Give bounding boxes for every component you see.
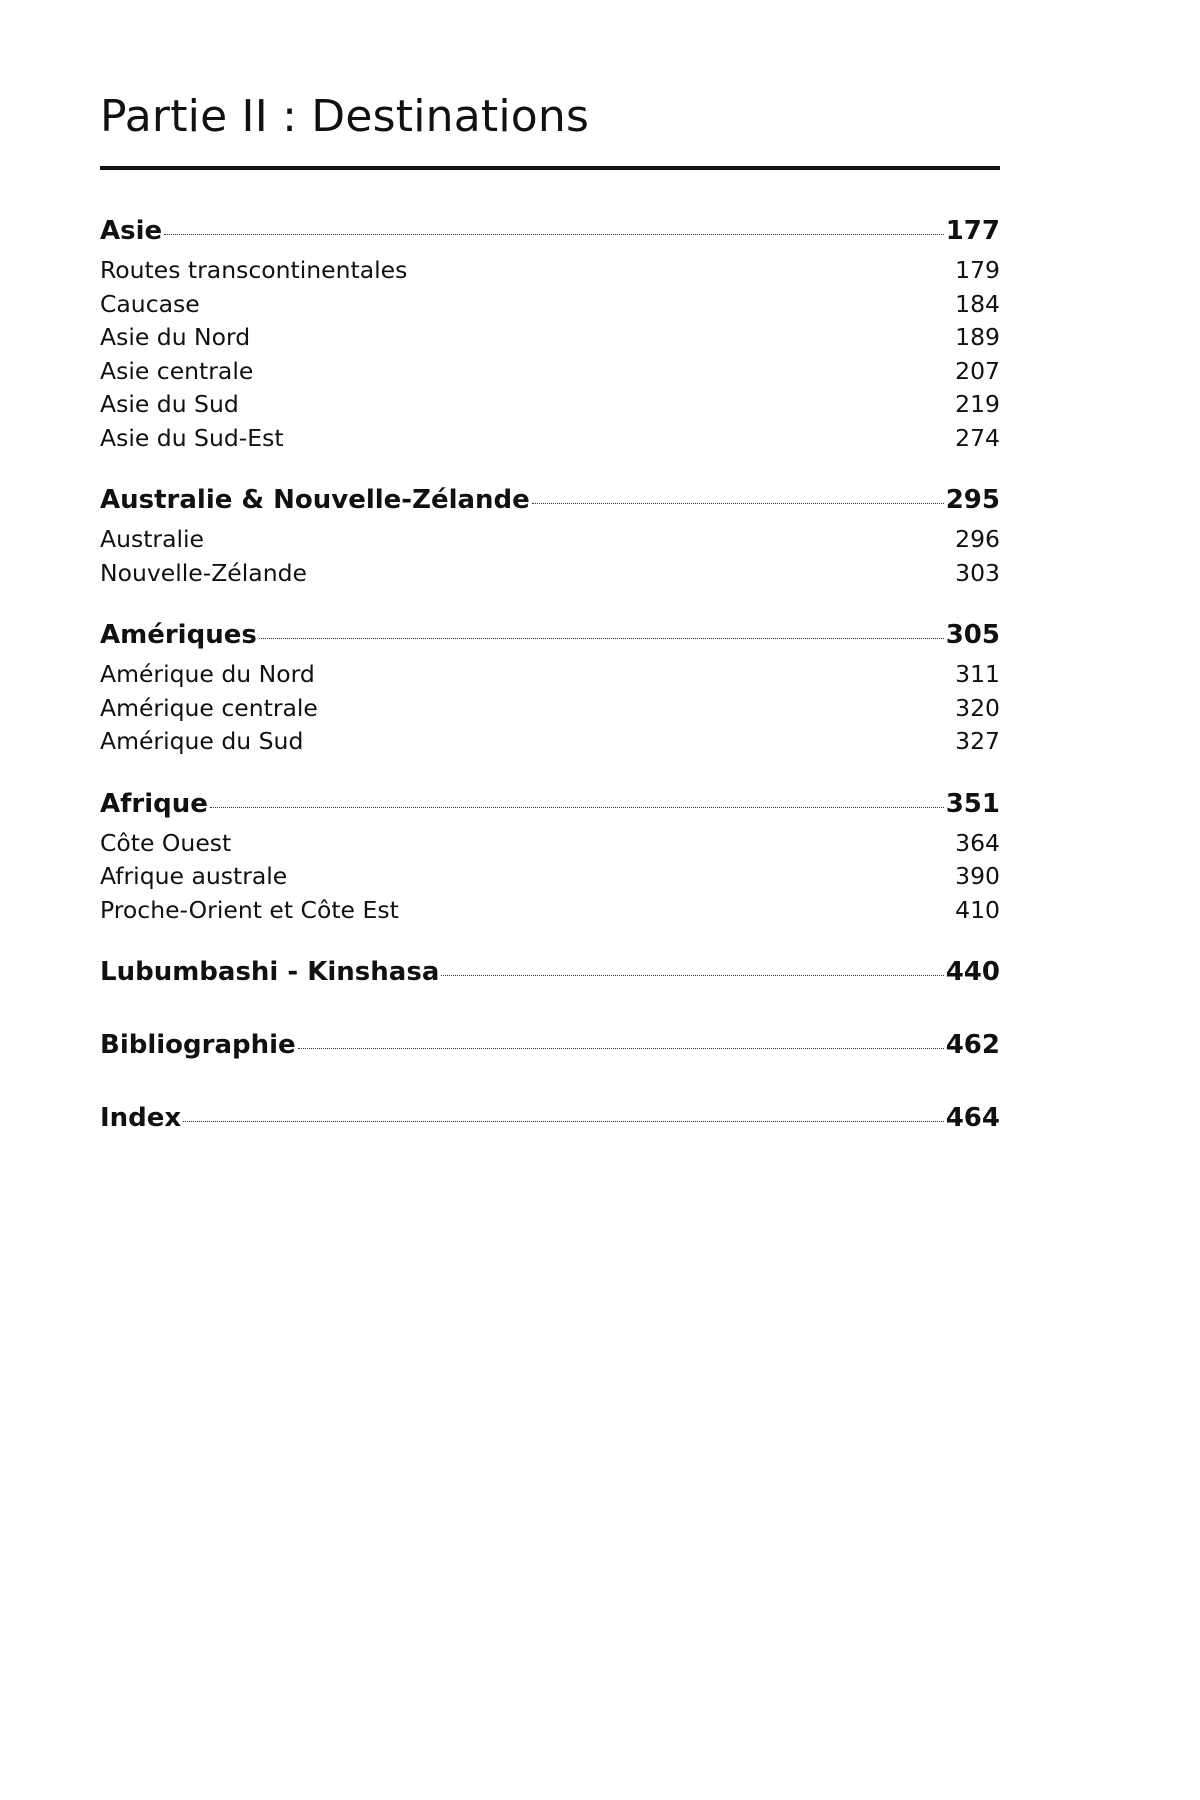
toc-section-heading[interactable] bbox=[100, 485, 1000, 525]
toc-section-heading[interactable] bbox=[100, 216, 1000, 256]
toc-entry[interactable] bbox=[100, 424, 1000, 458]
toc-entry-label: Afrique australe bbox=[100, 862, 288, 890]
toc-entry-label: Nouvelle-Zélande bbox=[100, 558, 307, 587]
dot-leader bbox=[441, 975, 943, 976]
dot-leader bbox=[532, 503, 944, 504]
toc-entry-page-number: 364 bbox=[955, 828, 1000, 857]
toc-entry-page-number: 219 bbox=[955, 390, 1000, 418]
toc-section bbox=[100, 957, 1000, 997]
toc-entry[interactable] bbox=[100, 525, 1000, 559]
toc-section-label: Amériques bbox=[100, 620, 257, 650]
toc-entry-label: Australie bbox=[100, 525, 205, 553]
toc-section bbox=[100, 789, 1000, 930]
toc-entry[interactable] bbox=[100, 390, 1000, 424]
toc-entry[interactable] bbox=[100, 862, 1000, 896]
toc-section bbox=[100, 216, 1000, 457]
toc-section-page-number: 464 bbox=[945, 1103, 1000, 1133]
toc-entry-label: Amérique centrale bbox=[100, 693, 318, 722]
toc-section bbox=[100, 485, 1000, 592]
toc-entry[interactable] bbox=[100, 896, 1000, 930]
toc-entry-page-number: 320 bbox=[955, 693, 1000, 722]
toc-section-page-number: 177 bbox=[945, 216, 1000, 246]
toc-entry-page-number: 207 bbox=[955, 356, 1000, 385]
toc-section-page-number: 305 bbox=[945, 620, 1000, 650]
toc-entry-page-number: 390 bbox=[955, 862, 1000, 890]
toc-entry[interactable] bbox=[100, 559, 1000, 593]
table-of-contents bbox=[100, 216, 1000, 1143]
dot-leader bbox=[183, 1121, 944, 1122]
toc-entry-page-number: 189 bbox=[955, 323, 1000, 351]
toc-section bbox=[100, 1103, 1000, 1143]
toc-section bbox=[100, 620, 1000, 761]
dot-leader bbox=[298, 1048, 944, 1049]
toc-entry-label: Asie centrale bbox=[100, 356, 254, 385]
toc-entry-page-number: 179 bbox=[955, 256, 1000, 284]
toc-entry-label: Amérique du Nord bbox=[100, 660, 315, 688]
toc-entry-label: Caucase bbox=[100, 289, 200, 318]
toc-entry-label: Asie du Nord bbox=[100, 323, 251, 351]
toc-entry[interactable] bbox=[100, 357, 1000, 391]
toc-entry-page-number: 303 bbox=[955, 558, 1000, 587]
toc-entry-page-number: 184 bbox=[955, 289, 1000, 318]
toc-entry-label: Amérique du Sud bbox=[100, 727, 304, 755]
toc-section-heading[interactable] bbox=[100, 620, 1000, 660]
toc-entry-page-number: 296 bbox=[955, 525, 1000, 553]
toc-section-label: Bibliographie bbox=[100, 1030, 296, 1060]
dot-leader bbox=[259, 638, 944, 639]
toc-section-label: Lubumbashi - Kinshasa bbox=[100, 957, 440, 987]
toc-entry-label: Asie du Sud bbox=[100, 390, 239, 418]
toc-entry-label: Routes transcontinentales bbox=[100, 256, 408, 284]
toc-section-page-number: 295 bbox=[945, 485, 1000, 515]
toc-section-heading[interactable] bbox=[100, 957, 1000, 997]
toc-entry-page-number: 311 bbox=[955, 660, 1000, 688]
toc-entry[interactable] bbox=[100, 256, 1000, 290]
toc-entry-page-number: 327 bbox=[955, 727, 1000, 755]
toc-entry-page-number: 274 bbox=[955, 423, 1000, 452]
toc-section-page-number: 351 bbox=[945, 788, 1000, 819]
toc-section-page-number: 462 bbox=[945, 1030, 1000, 1060]
toc-section-label: Afrique bbox=[100, 788, 208, 819]
toc-entry[interactable] bbox=[100, 829, 1000, 863]
toc-entry[interactable] bbox=[100, 290, 1000, 324]
toc-entry-label: Asie du Sud-Est bbox=[100, 423, 284, 452]
toc-section-label: Index bbox=[100, 1103, 182, 1133]
toc-section bbox=[100, 1030, 1000, 1070]
toc-section-heading[interactable] bbox=[100, 789, 1000, 829]
toc-page bbox=[100, 86, 1000, 1176]
toc-section-label: Australie & Nouvelle-Zélande bbox=[100, 485, 530, 515]
toc-section-heading[interactable] bbox=[100, 1103, 1000, 1143]
title-rule bbox=[100, 166, 1000, 170]
dot-leader bbox=[164, 234, 944, 235]
dot-leader bbox=[210, 807, 944, 808]
toc-entry-label: Côte Ouest bbox=[100, 828, 232, 857]
toc-entry-page-number: 410 bbox=[955, 895, 1000, 924]
toc-entry[interactable] bbox=[100, 323, 1000, 357]
toc-section-page-number: 440 bbox=[945, 957, 1000, 987]
toc-section-heading[interactable] bbox=[100, 1030, 1000, 1070]
toc-entry[interactable] bbox=[100, 660, 1000, 694]
toc-section-label: Asie bbox=[100, 216, 163, 246]
toc-entry[interactable] bbox=[100, 694, 1000, 728]
toc-entry-label: Proche-Orient et Côte Est bbox=[100, 895, 399, 924]
toc-entry[interactable] bbox=[100, 727, 1000, 761]
page-title: Partie II : Destinations bbox=[100, 91, 590, 142]
